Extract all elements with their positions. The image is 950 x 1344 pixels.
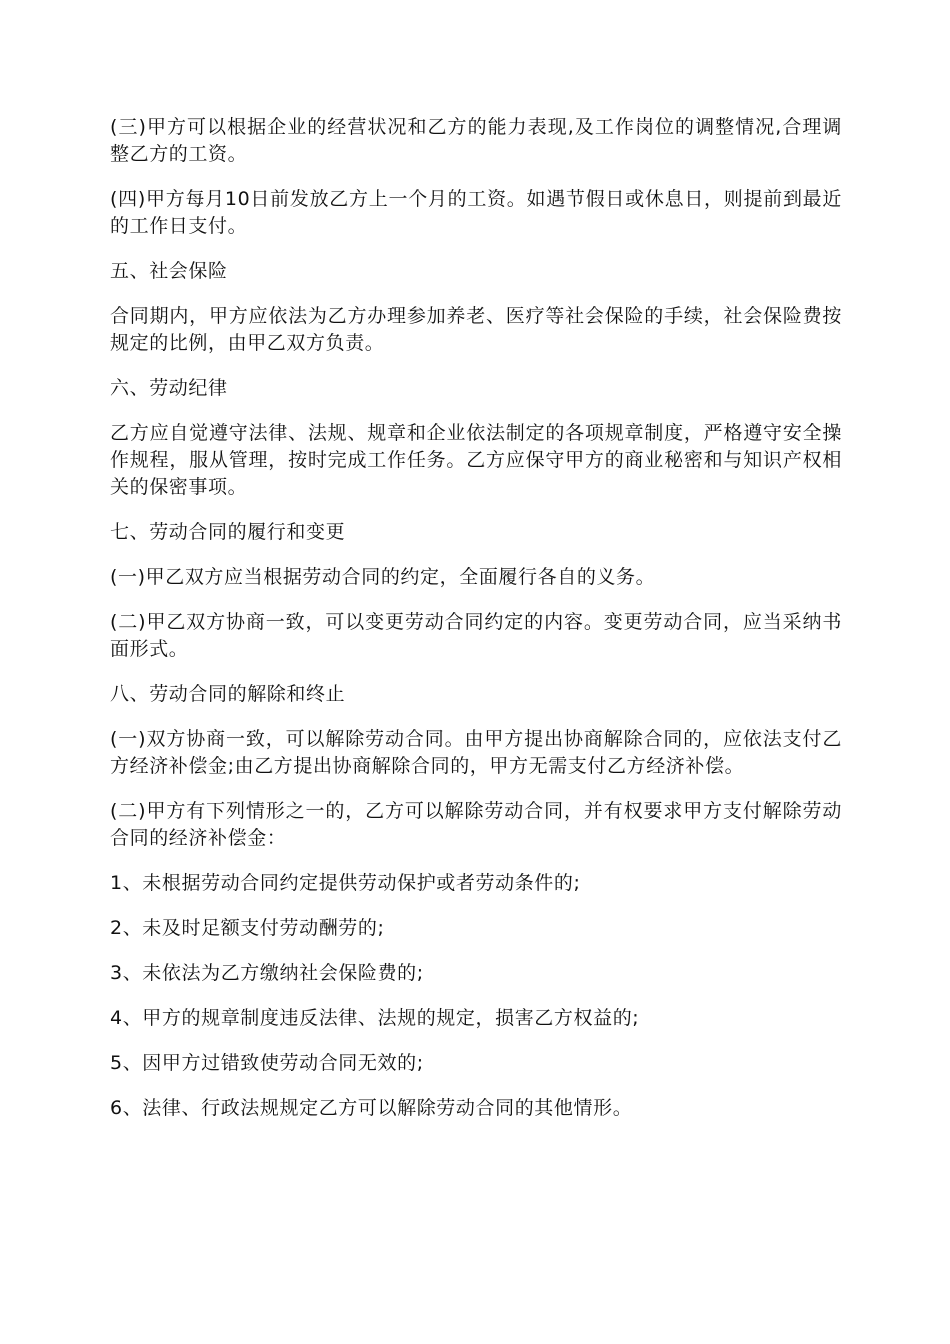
section-heading-social-insurance: 五、社会保险 <box>110 260 228 282</box>
list-item-5: 5、因甲方过错致使劳动合同无效的; <box>110 1052 424 1074</box>
termination-clause-2: (二)甲方有下列情形之一的，乙方可以解除劳动合同，并有权要求甲方支付解除劳动合同的经济补偿金： <box>110 800 842 849</box>
list-item-3: 3、未依法为乙方缴纳社会保险费的; <box>110 962 424 984</box>
labor-discipline-paragraph: 乙方应自觉遵守法律、法规、规章和企业依法制定的各项规章制度，严格遵守安全操作规程，服从管理，按时完成工作任务。乙方应保守甲方的商业秘密和与知识产权相关的保密事项。 <box>110 422 842 498</box>
document-body <box>110 114 842 1140</box>
termination-clause-1: (一)双方协商一致，可以解除劳动合同。由甲方提出协商解除合同的，应依法支付乙方经济补偿金;由乙方提出协商解除合同的，甲方无需支付乙方经济补偿。 <box>110 728 842 777</box>
list-item-2: 2、未及时足额支付劳动酬劳的; <box>110 917 385 939</box>
clause-4-wage-payment: (四)甲方每月10日前发放乙方上一个月的工资。如遇节假日或休息日，则提前到最近的工作日支付。 <box>110 188 842 237</box>
section-heading-labor-discipline: 六、劳动纪律 <box>110 377 228 399</box>
performance-clause-1: (一)甲乙双方应当根据劳动合同的约定，全面履行各自的义务。 <box>110 566 656 588</box>
list-item-1: 1、未根据劳动合同约定提供劳动保护或者劳动条件的; <box>110 872 581 894</box>
section-heading-contract-termination: 八、劳动合同的解除和终止 <box>110 683 346 705</box>
performance-clause-2: (二)甲乙双方协商一致，可以变更劳动合同约定的内容。变更劳动合同，应当采纳书面形式。 <box>110 611 842 660</box>
clause-3-wage-adjustment: (三)甲方可以根据企业的经营状况和乙方的能力表现,及工作岗位的调整情况,合理调整乙方的工资。 <box>110 116 842 165</box>
list-item-6: 6、法律、行政法规规定乙方可以解除劳动合同的其他情形。 <box>110 1097 633 1119</box>
list-item-4: 4、甲方的规章制度违反法律、法规的规定，损害乙方权益的; <box>110 1007 640 1029</box>
section-heading-contract-performance: 七、劳动合同的履行和变更 <box>110 521 346 543</box>
social-insurance-paragraph: 合同期内，甲方应依法为乙方办理参加养老、医疗等社会保险的手续，社会保险费按规定的比例，由甲乙双方负责。 <box>110 305 842 354</box>
